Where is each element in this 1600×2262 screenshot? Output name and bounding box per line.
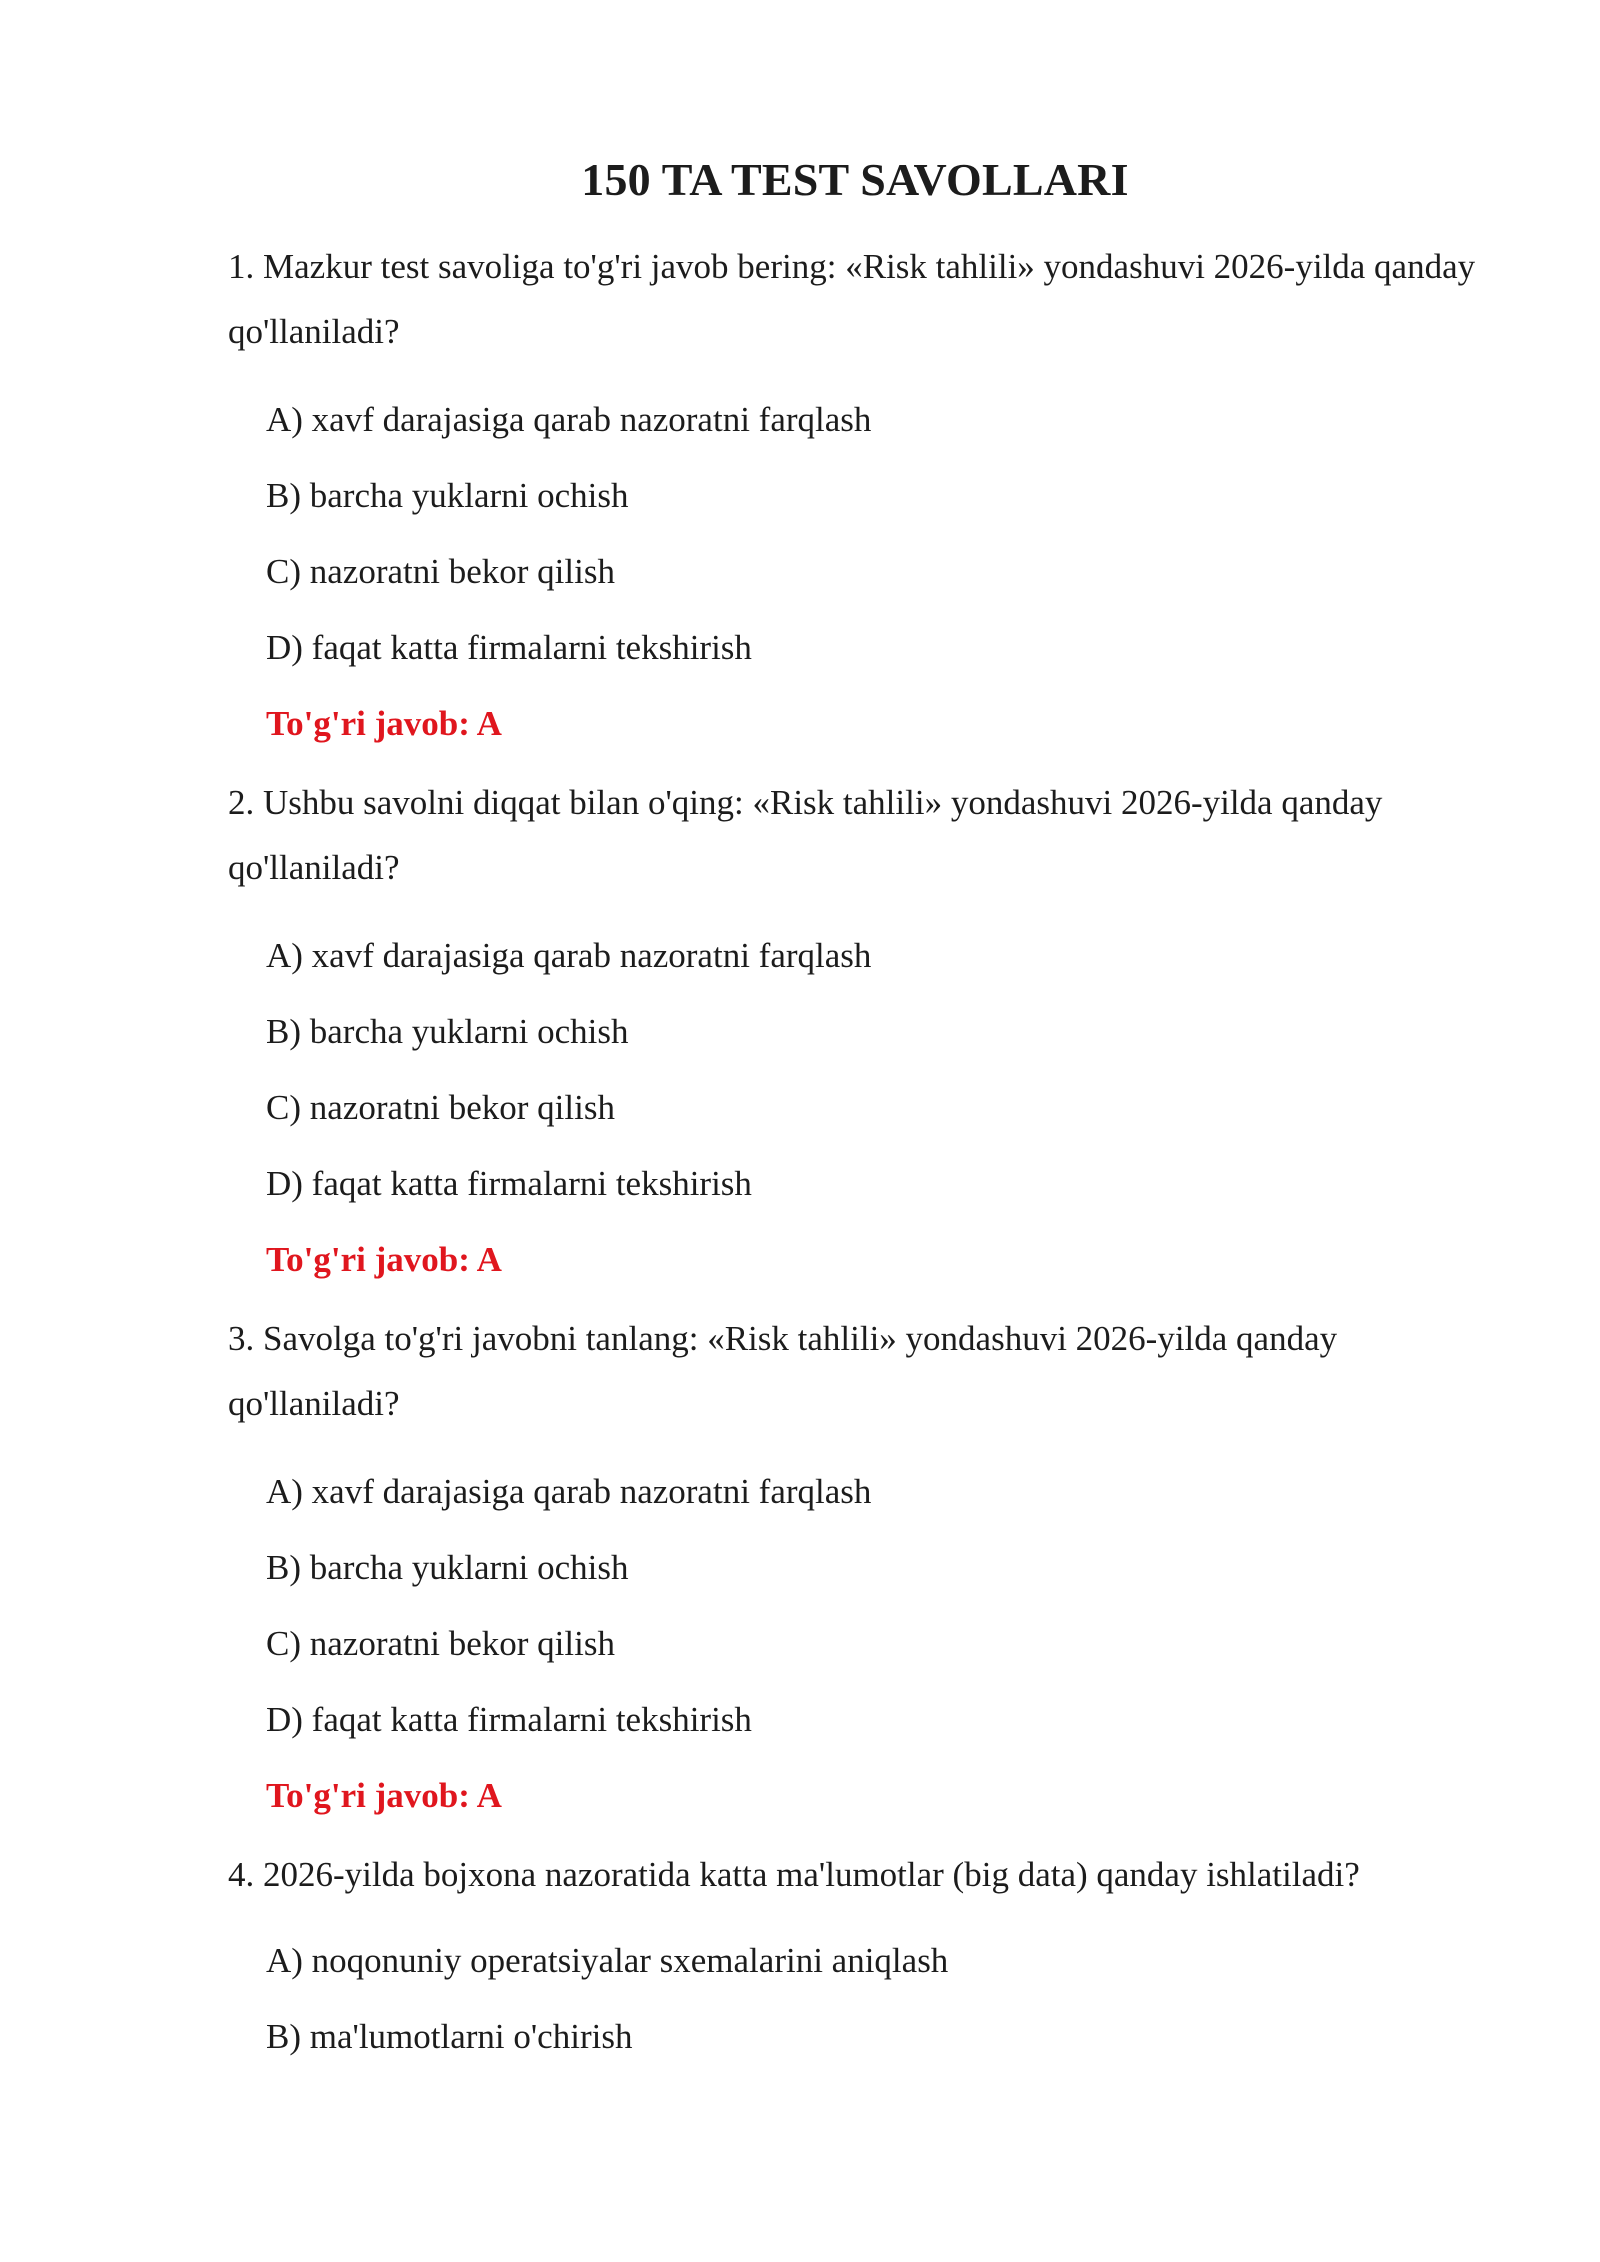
question-3-option-a: A) xavf darajasiga qarab nazoratni farqlash (266, 1472, 872, 1511)
question-3-option-b: B) barcha yuklarni ochish (266, 1548, 629, 1587)
question-3-text: 3. Savolga to'g'ri javobni tanlang: «Risk tahlili» yondashuvi 2026-yilda qanday qo'llaniladi? (228, 1319, 1338, 1423)
question-1-text: 1. Mazkur test savoliga to'g'ri javob bering: «Risk tahlili» yondashuvi 2026-yilda qanday qo'llaniladi? (228, 247, 1476, 351)
question-3-option-d: D) faqat katta firmalarni tekshirish (266, 1700, 752, 1739)
page-title: 150 TA TEST SAVOLLARI (581, 154, 1129, 205)
question-1-option-b: B) barcha yuklarni ochish (266, 476, 629, 515)
question-2-option-c: C) nazoratni bekor qilish (266, 1088, 615, 1127)
question-4-option-a: A) noqonuniy operatsiyalar sxemalarini aniqlash (266, 1941, 949, 1980)
question-2-answer: To'g'ri javob: A (266, 1240, 502, 1279)
question-2-option-b: B) barcha yuklarni ochish (266, 1012, 629, 1051)
question-1-option-c: C) nazoratni bekor qilish (266, 552, 615, 591)
question-1-option-d: D) faqat katta firmalarni tekshirish (266, 628, 752, 667)
question-2-text: 2. Ushbu savolni diqqat bilan o'qing: «Risk tahlili» yondashuvi 2026-yilda qanday qo'llaniladi? (228, 783, 1383, 887)
question-4-option-b: B) ma'lumotlarni o'chirish (266, 2017, 633, 2056)
question-1-answer: To'g'ri javob: A (266, 704, 502, 743)
question-3-answer: To'g'ri javob: A (266, 1776, 502, 1815)
question-4-text: 4. 2026-yilda bojxona nazoratida katta ma'lumotlar (big data) qanday ishlatiladi? (228, 1855, 1360, 1894)
question-2-option-d: D) faqat katta firmalarni tekshirish (266, 1164, 752, 1203)
question-1-option-a: A) xavf darajasiga qarab nazoratni farqlash (266, 400, 872, 439)
question-3-option-c: C) nazoratni bekor qilish (266, 1624, 615, 1663)
question-2-option-a: A) xavf darajasiga qarab nazoratni farqlash (266, 936, 872, 975)
